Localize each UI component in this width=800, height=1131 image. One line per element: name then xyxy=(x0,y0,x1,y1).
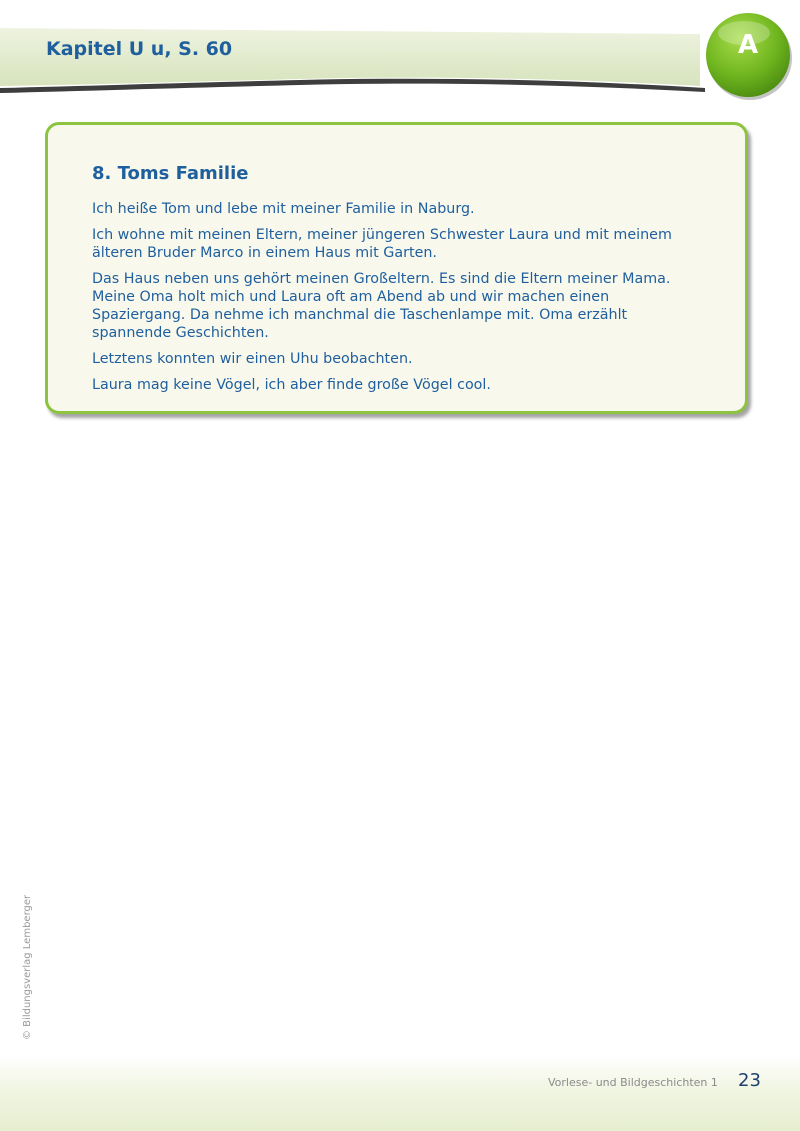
story-paragraph: Ich wohne mit meinen Eltern, meiner jüngeren Schwester Laura und mit meinem älteren Bruder Marco in einem Haus mit Garten. xyxy=(92,227,672,261)
story-paragraph: Laura mag keine Vögel, ich aber finde große Vögel cool. xyxy=(92,377,491,393)
story-paragraph: Ich heiße Tom und lebe mit meiner Familie in Naburg. xyxy=(92,201,475,217)
page-number: 23 xyxy=(738,1070,761,1091)
chapter-title: Kapitel U u, S. 60 xyxy=(46,38,233,60)
copyright-notice: © Bildungsverlag Lemberger xyxy=(22,894,33,1040)
story-paragraph: Das Haus neben uns gehört meinen Großeltern. Es sind die Eltern meiner Mama. Meine Oma holt mich und Laura oft am Abend ab und wir machen einen Spaziergang. Da nehme ich manchmal die Taschenlampe mit. Oma erzählt spannende Geschichten. xyxy=(92,271,671,341)
level-badge-letter: A xyxy=(737,30,759,60)
story-title: 8. Toms Familie xyxy=(92,163,249,184)
footer-band xyxy=(0,1055,800,1131)
story-body xyxy=(92,200,702,402)
story-paragraph: Letztens konnten wir einen Uhu beobachten. xyxy=(92,351,413,367)
footer-book-title: Vorlese- und Bildgeschichten 1 xyxy=(548,1076,718,1089)
